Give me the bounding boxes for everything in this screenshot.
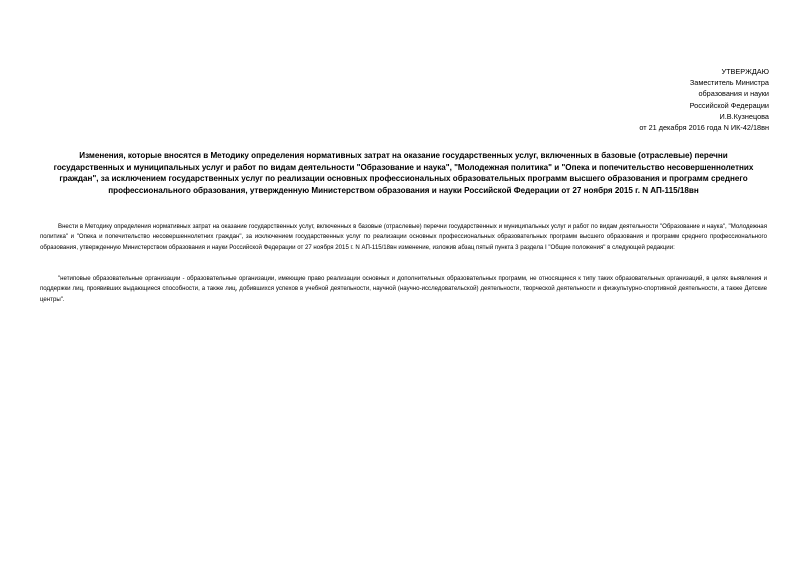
document-title: Изменения, которые вносятся в Методику определения нормативных затрат на оказание государственных услуг, включенных в базовые (отраслевые) перечни государственных и муниципальных услуг и работ по видам деятельности "Образование и наука", "Молодежная политика" и "Опека и попечительство несовершеннолетних граждан", за исключением государственных услуг по реализации основных профессиональных образовательных программ высшего образования и программ среднего профессионального образования, утвержденную Министерством образования и науки Российской Федерации от 27 ноября 2015 г. N АП-115/18вн bbox=[53, 151, 754, 195]
approver-position-line-2: образования и науки bbox=[698, 89, 769, 99]
approver-name: И.В.Кузнецова bbox=[719, 111, 769, 121]
approver-position-line-3: Российской Федерации bbox=[689, 100, 769, 110]
approver-position-line-1: Заместитель Министра bbox=[689, 78, 769, 88]
approval-block bbox=[469, 66, 769, 133]
approval-date: от 21 декабря 2016 года N ИК-42/18вн bbox=[639, 123, 769, 133]
body-paragraph: Внести в Методику определения нормативных затрат на оказание государственных услуг, включенных в базовые (отраслевые) перечни государственных и муниципальных услуг и работ по видам деятельности "Образование и наука", "Молодежная политика" и "Опека и попечительство несовершеннолетних граждан", за исключением государственных услуг по реализации основных профессиональных образовательных программ высшего образования и программ среднего профессионального образования, утвержденную Министерством образования и науки Российской Федерации от 27 ноября 2015 г. N АП-115/18вн изменение, изложив абзац пятый пункта 3 раздела I "Общие положения" в следующей редакции: bbox=[40, 223, 767, 251]
approval-heading: УТВЕРЖДАЮ bbox=[721, 67, 769, 76]
body-paragraph-quote: "нетиповые образовательные организации - образовательные организации, имеющие право реализации основных и дополнительных образовательных программ, не относящиеся к типу таких образовательных организаций, в целях выявления и поддержки лиц, проявивших выдающиеся способности, а также лиц, добившихся успехов в учебной деятельности, научной (научно-исследовательской) деятельности, творческой деятельности и физкультурно-спортивной деятельности, а также Детские центры". bbox=[40, 275, 767, 303]
